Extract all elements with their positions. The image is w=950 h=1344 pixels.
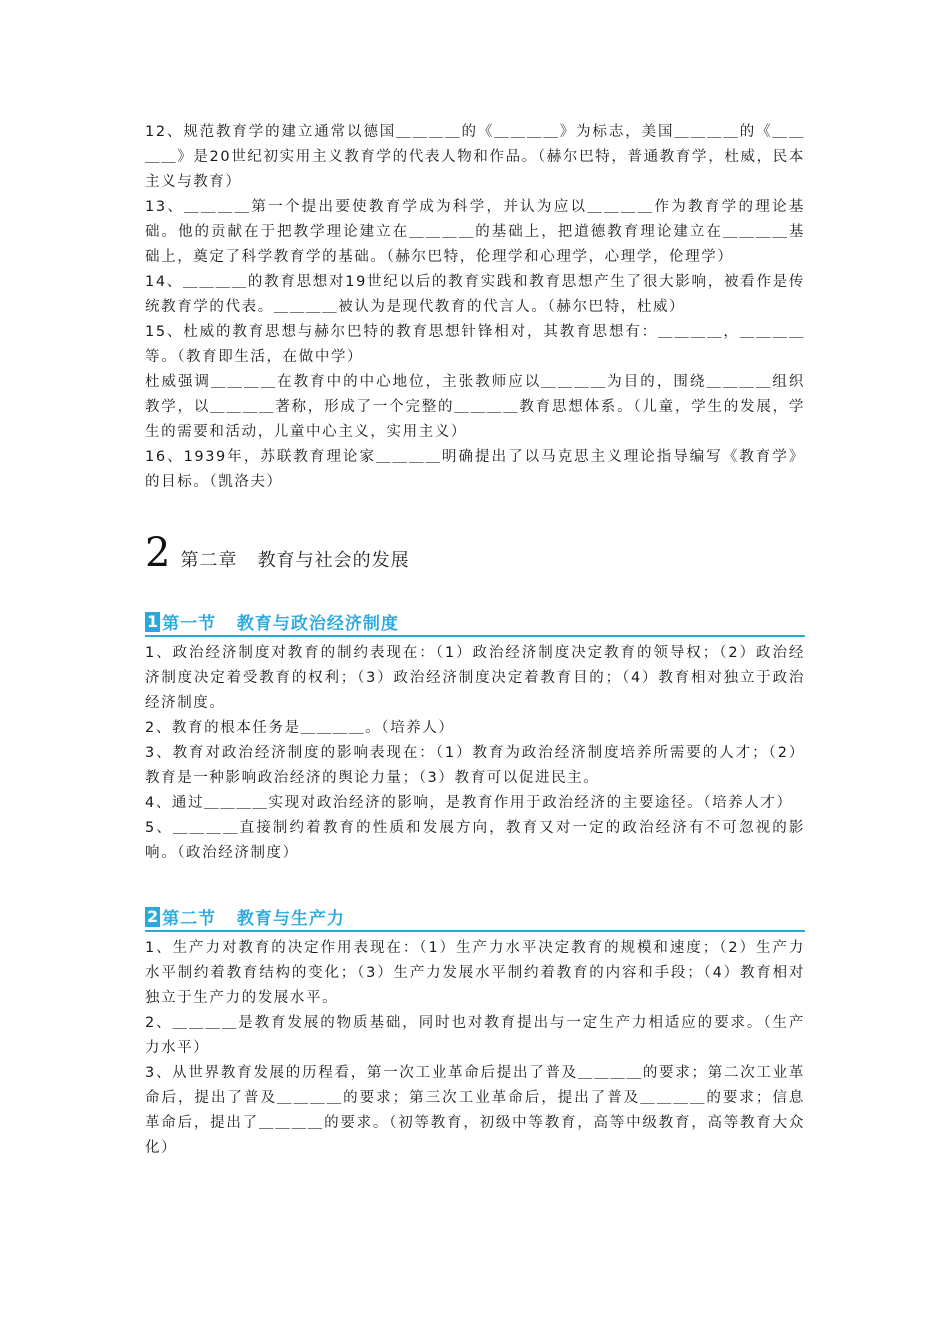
section-title: 第一节 教育与政治经济制度 <box>162 614 399 634</box>
section-heading-2 <box>145 904 805 932</box>
paragraph-q16: 16、1939年，苏联教育理论家＿＿＿＿明确提出了以马克思主义理论指导编写《教育学》的目标。（凯洛夫） <box>145 449 805 490</box>
section2-paragraph: 2、＿＿＿＿是教育发展的物质基础，同时也对教育提出与一定生产力相适应的要求。（生产力水平） <box>145 1015 805 1056</box>
chapter-heading <box>145 531 805 575</box>
chapter-number: 2 <box>145 530 171 576</box>
section1-paragraph: 2、教育的根本任务是＿＿＿＿。（培养人） <box>145 720 455 736</box>
paragraph-q14: 14、＿＿＿＿的教育思想对19世纪以后的教育实践和教育思想产生了很大影响，被看作是传统教育学的代表。＿＿＿＿被认为是现代教育的代言人。（赫尔巴特，杜威） <box>145 274 805 315</box>
section-heading-1 <box>145 609 805 637</box>
section1-paragraph: 1、政治经济制度对教育的制约表现在：（1）政治经济制度决定教育的领导权；（2）政治经济制度决定着受教育的权利；（3）政治经济制度决定着教育目的；（4）教育相对独立于政治经济制度。 <box>145 645 805 711</box>
section1-paragraph: 4、通过＿＿＿＿实现对政治经济的影响，是教育作用于政治经济的主要途径。（培养人才） <box>145 795 793 811</box>
section2-paragraph: 1、生产力对教育的决定作用表现在：（1）生产力水平决定教育的规模和速度；（2）生产力水平制约着教育结构的变化；（3）生产力发展水平制约着教育的内容和手段；（4）教育相对独立于生产力的发展水平。 <box>145 940 805 1006</box>
paragraph-dewey: 杜威强调＿＿＿＿在教育中的中心地位，主张教师应以＿＿＿＿为目的，围绕＿＿＿＿组织教学，以＿＿＿＿著称，形成了一个完整的＿＿＿＿教育思想体系。（儿童，学生的发展，学生的需要和活动，儿童中心主义，实用主义） <box>145 374 805 440</box>
section-number-badge: 2 <box>147 906 159 926</box>
paragraph-q12: 12、规范教育学的建立通常以德国＿＿＿＿的《＿＿＿＿》为标志，美国＿＿＿＿的《＿＿＿＿》是20世纪初实用主义教育学的代表人物和作品。（赫尔巴特，普通教育学，杜威，民本主义与教育） <box>145 124 805 190</box>
paragraph-q15: 15、杜威的教育思想与赫尔巴特的教育思想针锋相对，其教育思想有：＿＿＿＿，＿＿＿＿等。（教育即生活，在做中学） <box>145 324 805 365</box>
section1-paragraph: 5、＿＿＿＿直接制约着教育的性质和发展方向，教育又对一定的政治经济有不可忽视的影响。（政治经济制度） <box>145 820 805 861</box>
chapter-title: 第二章 教育与社会的发展 <box>180 550 410 571</box>
section2-paragraph: 3、从世界教育发展的历程看，第一次工业革命后提出了普及＿＿＿＿的要求；第二次工业革命后，提出了普及＿＿＿＿的要求；第三次工业革命后，提出了普及＿＿＿＿的要求；信息革命后，提出了＿＿＿＿的要求。（初等教育，初级中等教育，高等中级教育，高等教育大众化） <box>145 1065 805 1156</box>
section1-paragraph: 3、教育对政治经济制度的影响表现在：（1）教育为政治经济制度培养所需要的人才；（2）教育是一种影响政治经济的舆论力量；（3）教育可以促进民主。 <box>145 745 805 786</box>
paragraph-q13: 13、＿＿＿＿第一个提出要使教育学成为科学，并认为应以＿＿＿＿作为教育学的理论基础。他的贡献在于把教学理论建立在＿＿＿＿的基础上，把道德教育理论建立在＿＿＿＿基础上，奠定了科学教育学的基础。（赫尔巴特，伦理学和心理学，心理学，伦理学） <box>145 199 805 265</box>
document-page <box>145 120 805 1161</box>
section-title: 第二节 教育与生产力 <box>162 909 345 929</box>
section-number-badge: 1 <box>147 611 159 631</box>
